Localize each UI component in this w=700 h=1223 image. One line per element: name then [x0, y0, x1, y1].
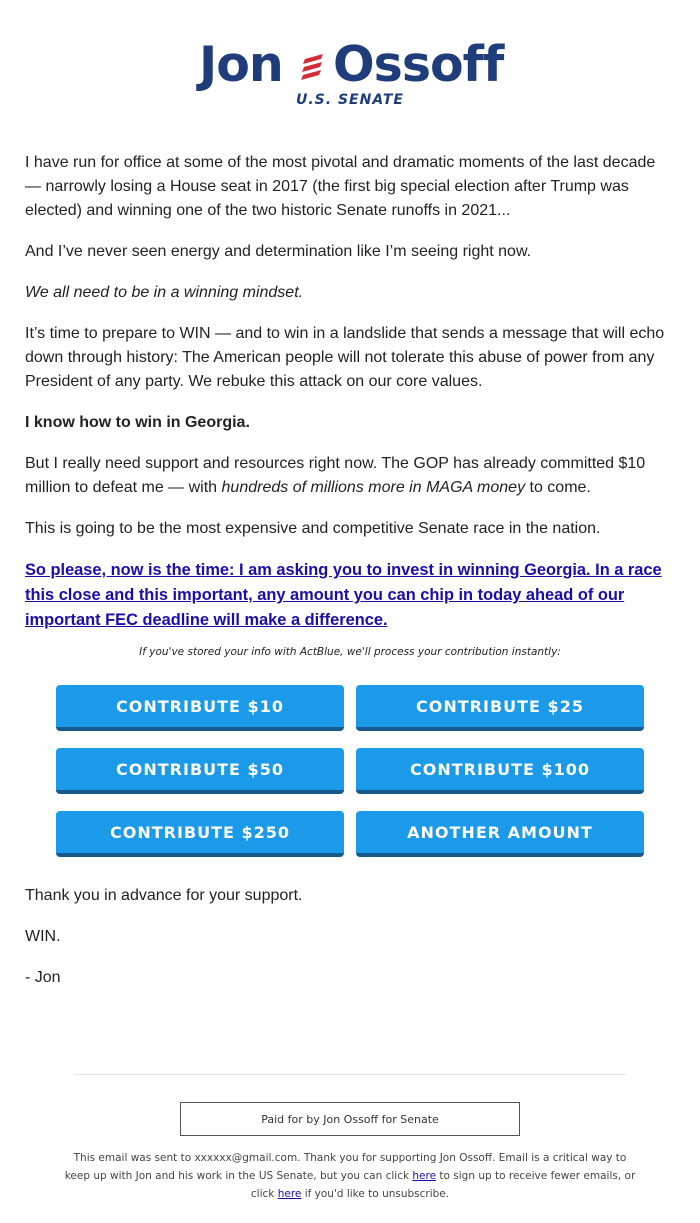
flag-stripes-icon — [301, 49, 335, 83]
paragraph-georgia: I know how to win in Georgia. — [25, 414, 250, 431]
paragraph-expensive-race: This is going to be the most expensive and competitive Senate race in the nation. — [25, 520, 601, 537]
mindset-emphasis: We all need to be in a winning mindset. — [25, 284, 304, 301]
campaign-logo — [0, 36, 700, 116]
footer-text-1: This email was sent to xxxxxx@gmail.com. Thank you for supporting Jon Ossoff. Email is a critical way to keep up with Jon and his work in the US Senate, but you can click — [64, 1152, 627, 1182]
footer-text-3: if you'd like to unsubscribe. — [301, 1188, 450, 1200]
logo-first-name: Jon — [199, 36, 283, 93]
maga-money-emphasis: hundreds of millions more in MAGA money — [221, 479, 526, 496]
contribute-250-button[interactable]: CONTRIBUTE $250 — [56, 811, 344, 857]
paragraph-support — [25, 452, 670, 500]
thanks-line: Thank you in advance for your support. — [25, 887, 303, 904]
paragraph-history: I have run for office at some of the most pivotal and dramatic moments of the last decade — narrowly losing a House seat in 2017 (the first big special election after Trump was elected) and winning one of the two historic Senate runoffs in 2021... — [25, 154, 656, 219]
actblue-note: If you've stored your info with ActBlue, we'll process your contribution instantly: — [139, 646, 561, 658]
paragraph-energy: And I’ve never seen energy and determination like I’m seeing right now. — [25, 243, 532, 260]
email-body — [25, 151, 670, 650]
footer-text — [60, 1149, 640, 1203]
paid-for-disclaimer: Paid for by Jon Ossoff for Senate — [180, 1102, 520, 1136]
fewer-emails-link[interactable]: here — [412, 1170, 437, 1182]
logo-last-name: Ossoff — [333, 36, 504, 93]
footer-divider — [74, 1074, 626, 1075]
contribute-10-button[interactable]: CONTRIBUTE $10 — [56, 685, 344, 731]
signoff-line: - Jon — [25, 969, 61, 986]
footer-text-2: to sign up to receive fewer emails, or click — [250, 1170, 636, 1200]
invest-cta-link[interactable]: So please, now is the time: I am asking you to invest in winning Georgia. In a race this close and this important, any amount you can chip in today ahead of our important FEC deadline will make a difference. — [25, 561, 662, 629]
paragraph-mindset — [25, 281, 670, 305]
logo-subtitle: U.S. SENATE — [296, 92, 404, 108]
email-closing — [25, 884, 670, 1007]
contribute-50-button[interactable]: CONTRIBUTE $50 — [56, 748, 344, 794]
support-text-end: to come. — [525, 479, 591, 496]
win-line: WIN. — [25, 928, 61, 945]
another-amount-button[interactable]: ANOTHER AMOUNT — [356, 811, 644, 857]
contribute-25-button[interactable]: CONTRIBUTE $25 — [356, 685, 644, 731]
paragraph-cta — [25, 558, 670, 633]
contribute-100-button[interactable]: CONTRIBUTE $100 — [356, 748, 644, 794]
support-text-start: But I really need support and resources right now. The GOP has already committed $10 million to defeat me — with — [25, 455, 646, 496]
paragraph-win: It’s time to prepare to WIN — and to win in a landslide that sends a message that will echo down through history: The American people will not tolerate this abuse of power from any President of any party. We rebuke this attack on our core values. — [25, 325, 665, 390]
unsubscribe-link[interactable]: here — [277, 1188, 302, 1200]
